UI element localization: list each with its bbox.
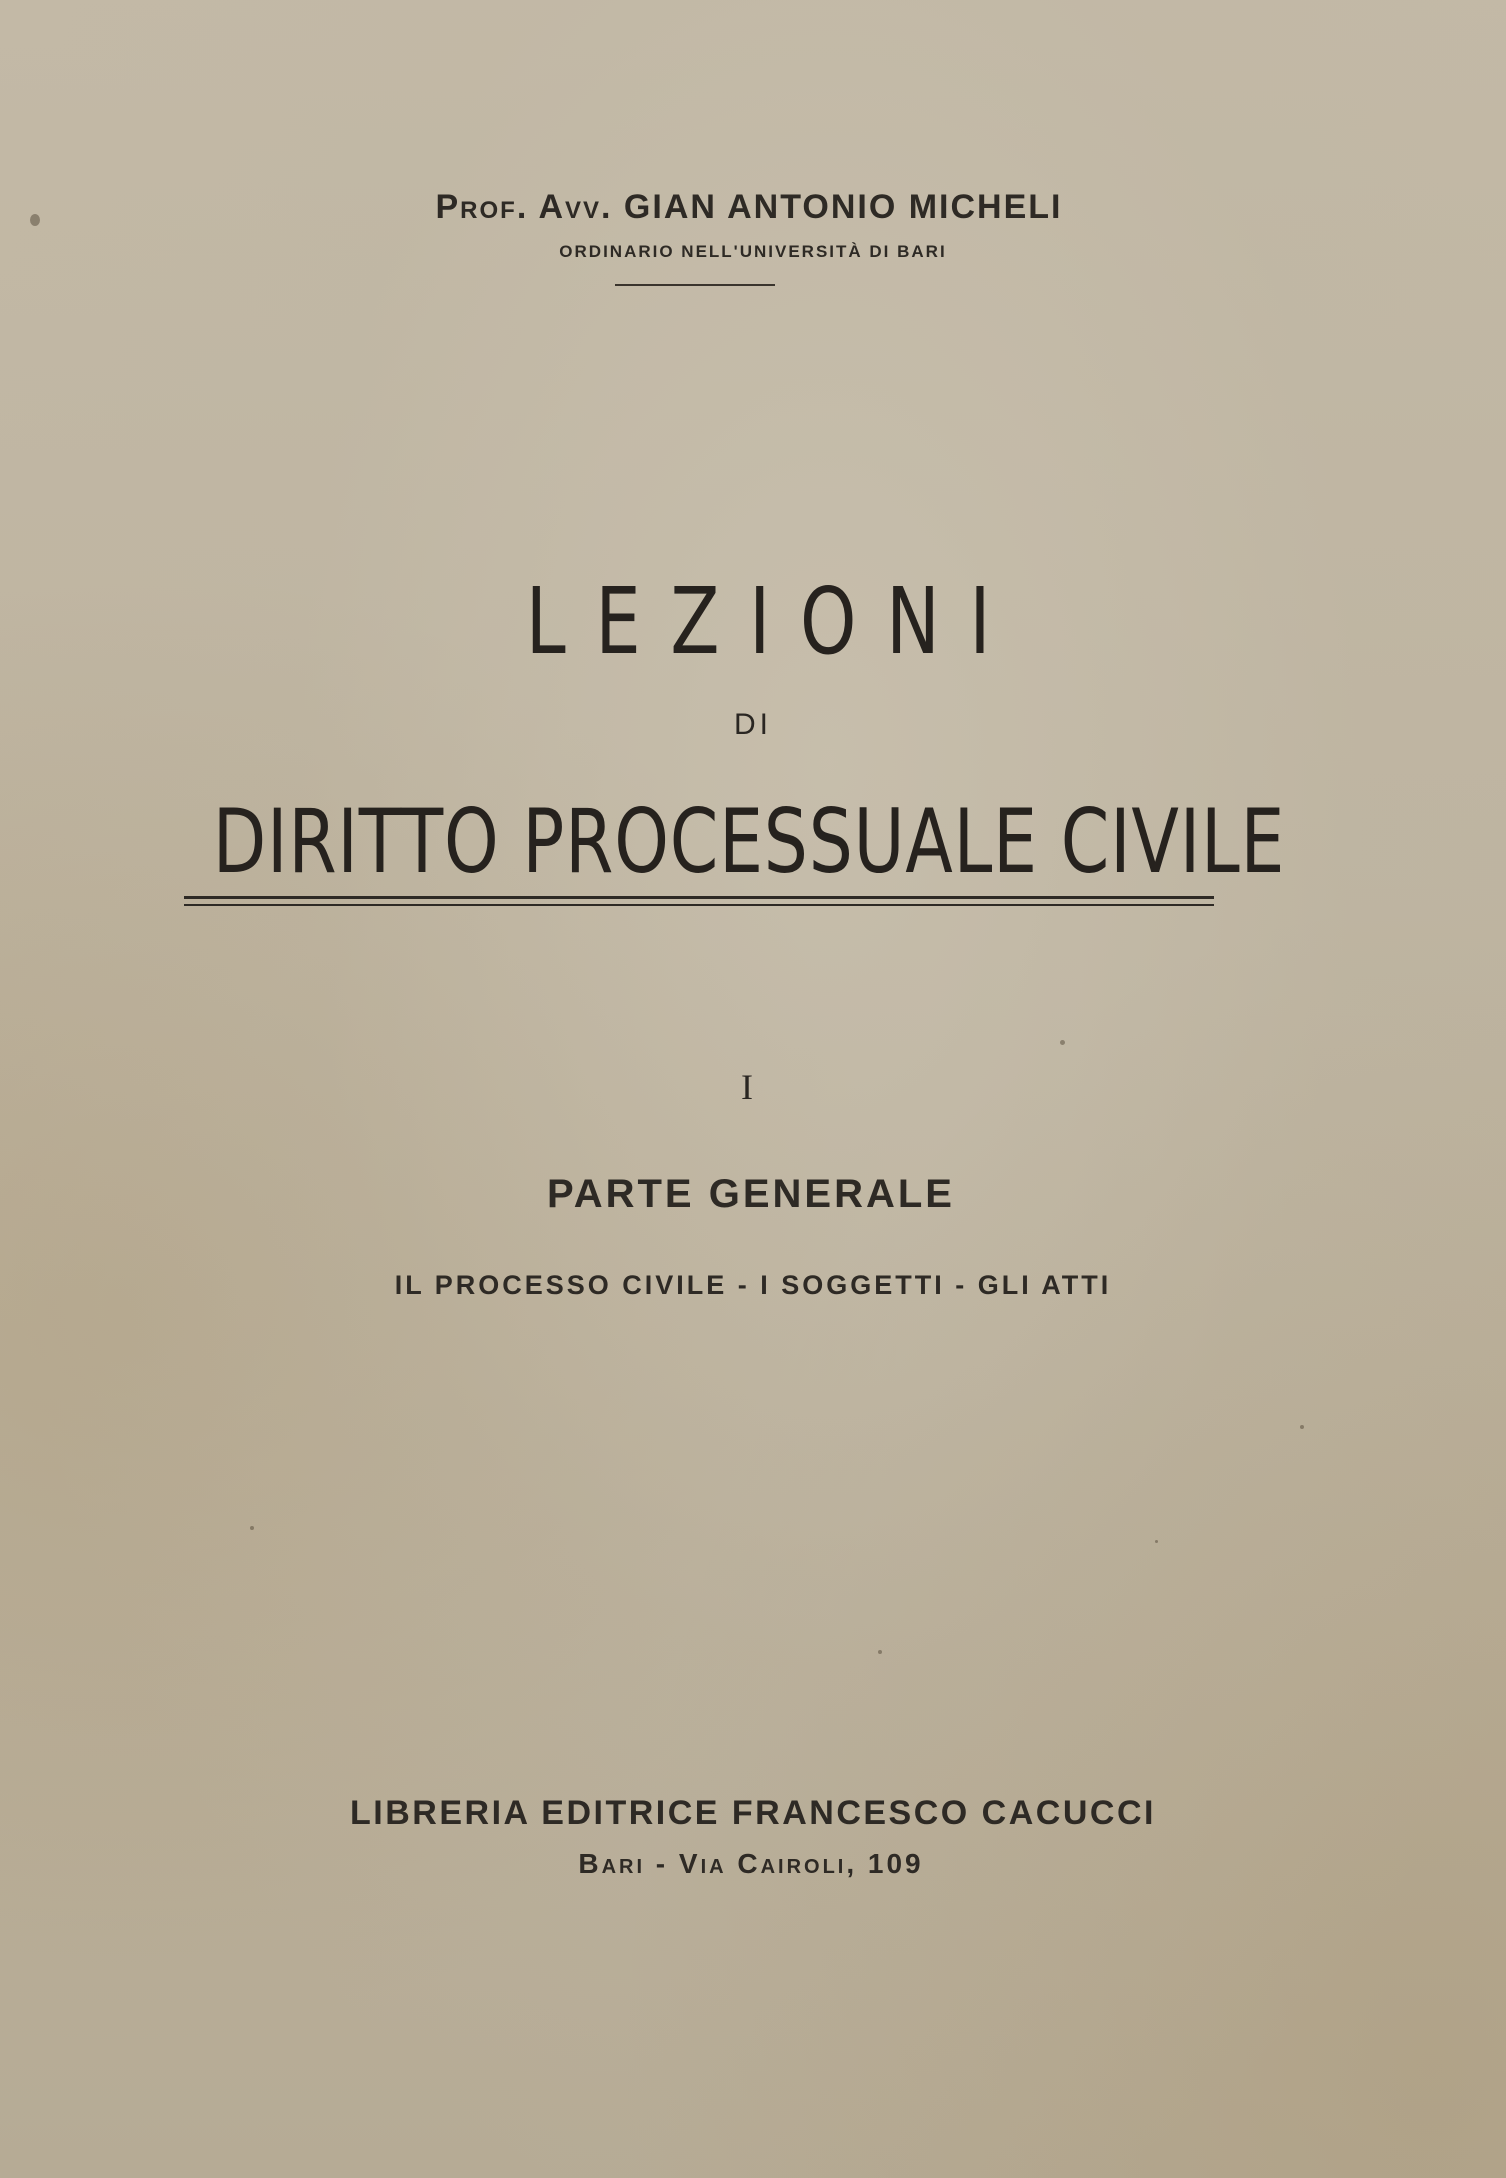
volume-number: I <box>741 1067 753 1107</box>
publisher-name: LIBRERIA EDITRICE FRANCESCO CACUCCI <box>350 1794 1156 1832</box>
title-di: DI <box>734 708 772 741</box>
title-lezioni: LEZIONI <box>525 568 1021 675</box>
paper-speck <box>1300 1425 1304 1429</box>
paper-speck <box>1155 1540 1158 1543</box>
publisher-address: Bari - Via Cairoli, 109 <box>578 1848 924 1879</box>
part-contents: IL PROCESSO CIVILE - I SOGGETTI - GLI ATTI <box>394 1270 1112 1300</box>
paper-speck <box>1060 1040 1065 1045</box>
paper-speck <box>250 1526 254 1530</box>
paper-speck <box>30 214 40 226</box>
title-rule-top <box>184 896 1214 899</box>
paper-speck <box>878 1650 882 1654</box>
part-title: PARTE GENERALE <box>547 1172 955 1216</box>
author-name: Prof. Avv. GIAN ANTONIO MICHELI <box>435 188 1063 226</box>
author-divider <box>615 284 775 286</box>
title-rule-bottom <box>184 904 1214 906</box>
author-affiliation: ORDINARIO NELL'UNIVERSITÀ DI BARI <box>559 242 947 261</box>
title-main: DIRITTO PROCESSUALE CIVILE <box>212 790 1286 893</box>
